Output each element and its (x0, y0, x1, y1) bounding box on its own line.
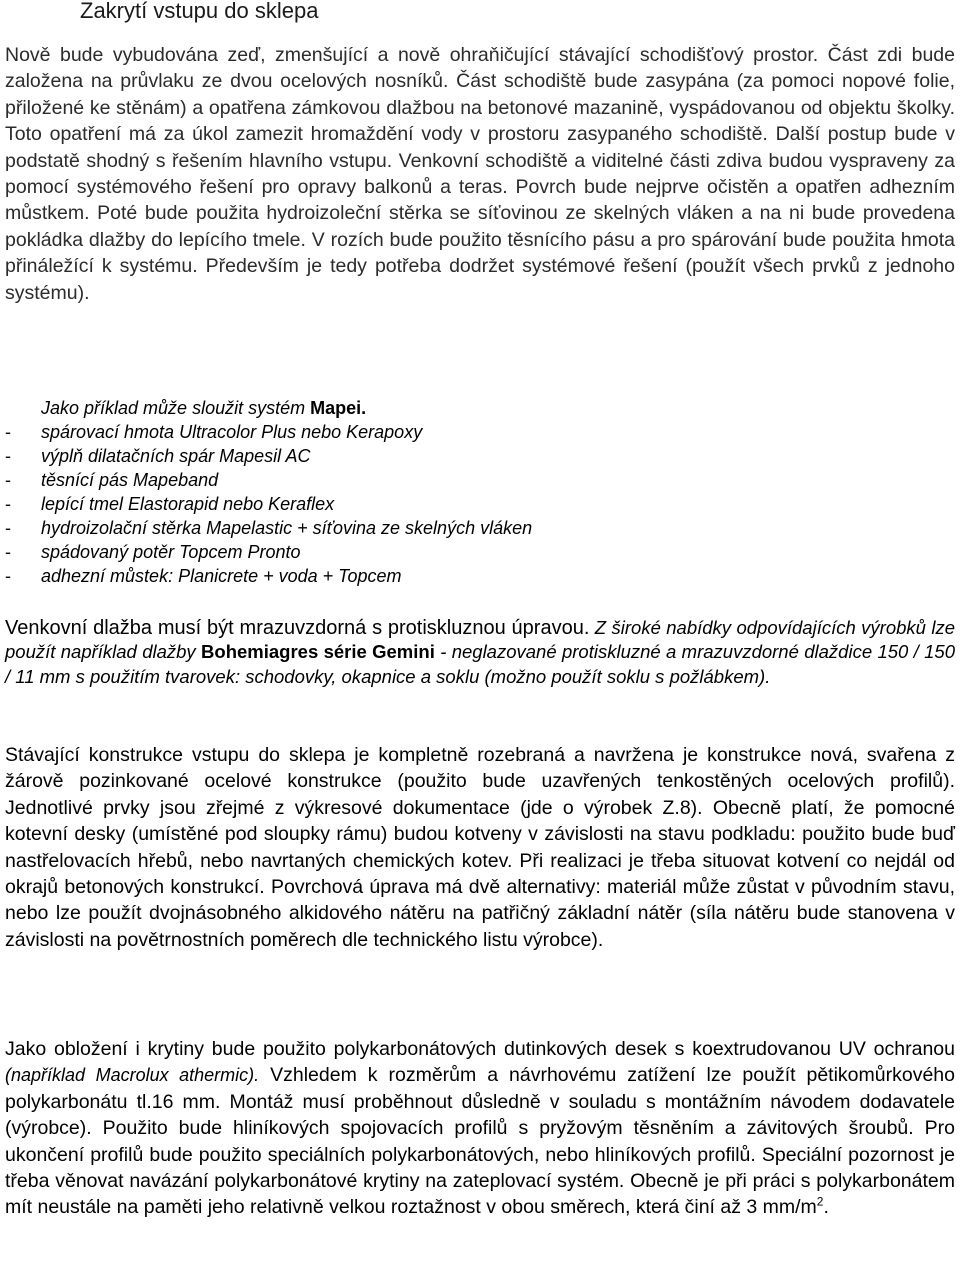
list-item (5, 492, 955, 516)
material-list (5, 396, 955, 588)
roofing-text-start: Jako obložení i krytiny bude použito polykarbonátových dutinkových desek s koextrudovanou UV ochranou (5, 1038, 955, 1060)
section-heading: Zakrytí vstupu do sklepa (80, 0, 319, 23)
list-item-text: spádovaný potěr Topcem Pronto (41, 542, 301, 562)
list-item-text: výplň dilatačních spár Mapesil AC (41, 446, 311, 466)
list-item-text: hydroizolační stěrka Mapelastic + síťovina ze skelných vláken (41, 518, 533, 538)
roofing-text-end: . (823, 1196, 829, 1219)
list-item-text: lepící tmel Elastorapid nebo Keraflex (41, 494, 335, 514)
list-intro-text: Jako příklad může sloužit systém (41, 398, 306, 418)
brand-name: Mapei. (310, 398, 367, 418)
list-dash: - (5, 470, 11, 490)
list-item (5, 540, 955, 564)
list-item (5, 420, 955, 444)
paragraph-wall: Nově bude vybudována zeď, zmenšující a nově ohraňičující stávající schodišťový prostor. Část zdi bude založena na průvlaku ze dvou ocelových nosníků. Část schodiště bude zasypána (za pomoci nopové folie, přiložené ke stěnám) a opatřena zámkovou dlažbou na betonové mazanině, vyspádovanou od objektu školky. Toto opatření má za úkol zamezit hromaždění vody v prostoru zasypaného schodiště. Další postup bude v podstatě shodný s řešením hlavního vstupu. Venkovní schodiště a viditelné části zdiva budou vyspraveny za pomocí systémového řešení pro opravy balkonů a teras. Povrch bude nejprve očistěn a opatřen adhezním můstkem. Poté bude použita hydroizoleční stěrka se síťovinou ze skelných vláken a na ni bude provedena pokládka dlažby do lepícího tmele. V rozích bude použito těsnícího pásu a pro spárování bude použita hmota přináležící k systému. Především je tedy potřeba dodržet systémové řešení (použít všech prvků z jednoho systému). (5, 44, 955, 304)
list-dash: - (5, 446, 11, 466)
tiles-offer-text: Z široké nabídky odpovídajících výrobků lze použít například dlažby (5, 617, 955, 663)
list-dash: - (5, 518, 11, 538)
list-item-text: adhezní můstek: Planicrete + voda + Topcem (41, 566, 402, 586)
list-item-text: těsnící pás Mapeband (41, 470, 219, 490)
superscript-exponent: 2 (816, 1194, 824, 1209)
paragraph-roofing (5, 1036, 955, 1221)
list-dash: - (5, 566, 11, 586)
paragraph-structure: Stávající konstrukce vstupu do sklepa je kompletně rozebraná a navržena je konstrukce nová, svařena z žárově pozinkované ocelové konstrukce (použito bude uzavřených tenkostěných ocelových profilů). Jednotlivé prvky jsou zřejmé z výkresové dokumentace (jde o výrobek Z.8). Obecně platí, že pomocné kotevní desky (umístěné pod sloupky rámu) budou kotveny v závislosti na stavu podkladu: použito bude buď nastřelovacích hřebů, nebo navrtaných chemických kotev. Při realizaci je třeba situovat kotvení co nejdál od okrajů betonových konstrukcí. Povrchová úprava má dvě alternativy: materiál může zůstat v původním stavu, nebo lze použít dvojnásobného alkidového nátěru na patřičný základní nátěr (síla nátěru bude stanovena v závislosti na povětrnostních poměrech dle technického listu výrobce). (5, 744, 955, 951)
roofing-example-product: (například Macrolux athermic). (5, 1065, 260, 1086)
list-item (5, 564, 955, 588)
list-item-text: spárovací hmota Ultracolor Plus nebo Kerapoxy (41, 422, 423, 442)
tiles-product-description: - neglazované protiskluzné a mrazuvzdorné dlaždice 150 / 150 / 11 mm s použitím tvarovek: schodovky, okapnice a soklu (možno použít soklu s požlábkem). (5, 641, 956, 687)
tiles-requirement: Venkovní dlažba musí být mrazuvzdorná s protiskluznou úpravou. (5, 617, 590, 639)
list-dash: - (5, 542, 11, 562)
list-item (5, 516, 955, 540)
tiles-product-name: Bohemiagres série Gemini (201, 641, 435, 663)
roofing-text-main: Vzhledem k rozměrům a návrhovému zatížení lze použít pětikomůrkového polykarbonátu tl.16 mm. Montáž musí proběhnout důsledně v souladu s montážním návodem dodavatele (výrobce). Použito bude hliníkových spojovacích profilů s pryžovým těsněním a závitových šroubů. Pro ukončení profilů bude použito speciálních polykarbonátových, nebo hliníkových profilů. Speciální pozornost je třeba věnovat navázání polykarbonátové krytiny na zateplovací systém. Obecně je při práci s polykarbonátem mít neustále na paměti jeho relativně velkou roztažnost v obou směrech, která činí až 3 mm/m (5, 1064, 955, 1219)
list-item (5, 444, 955, 468)
list-dash: - (5, 422, 11, 442)
list-intro (5, 396, 955, 420)
list-item (5, 468, 955, 492)
list-dash: - (5, 494, 11, 514)
paragraph-tiles (5, 616, 955, 689)
